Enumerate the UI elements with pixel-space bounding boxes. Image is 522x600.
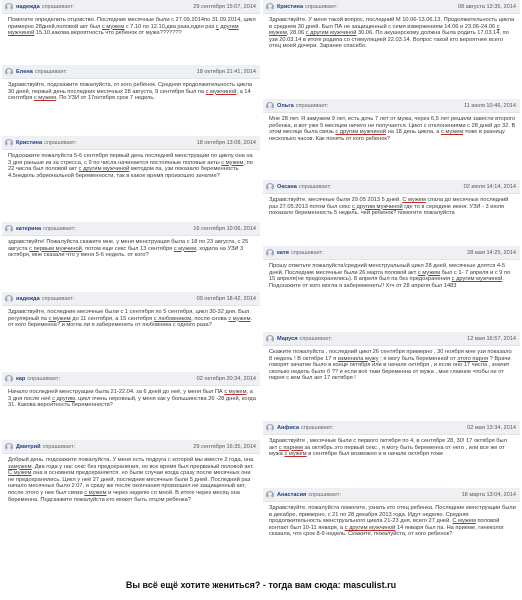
asks-label: спрашивает: (44, 140, 77, 146)
avatar-icon (266, 424, 274, 432)
text-segment: Здравствуйте, подскажите пожалуйста, от кого ребёнок. Средняя продолжительность цикла 30 дней, первый день последних месячных 28 августа, 9 сентября был па (8, 82, 253, 95)
question-post (263, 180, 520, 240)
text-segment: ; я могу быть беременной от (378, 355, 458, 362)
asks-label: спрашивает: (41, 4, 75, 10)
avatar-icon (5, 295, 13, 303)
text-segment: где то в середине июня. УЗИ - 3 июля показало беременность 5 недель. чей ребенок? помогите пожалуйста (269, 203, 505, 217)
asks-label: спрашивает: (295, 103, 329, 109)
post-header (263, 332, 520, 346)
text-segment: здравствуйте! Пожалуйста скажите мне, у меня менструация была с 18 по 23 августа, с 25 августа (8, 239, 249, 252)
post-header (263, 246, 520, 260)
author-name-link[interactable]: Маруся (277, 336, 298, 342)
highlighted-phrase: изменила мужу (337, 355, 379, 362)
post-header (263, 488, 520, 502)
highlighted-phrase: с мужем (84, 489, 107, 496)
text-segment: . Подскажите от кого могла я забеременеть!! Хгч от 28 апреля был 1483 (269, 276, 504, 289)
asks-label: спрашивает: (301, 425, 334, 431)
text-segment: , 28.06 (286, 30, 306, 37)
author-name-link[interactable]: Елена (16, 69, 33, 75)
highlighted-phrase: с мужем (173, 245, 197, 252)
text-segment: в сентябре был возможно и в начале октября тоже (306, 451, 444, 458)
text-segment: тоже в разницу несколько часов. Как понять от кого ребенок? (269, 129, 505, 142)
text-segment: Добрый день. подскажите пожалуйста. У меня есть подруга с которой мы вместе 2 года, она (8, 457, 254, 463)
post-date: 02 мая 13:34, 2014 (467, 425, 516, 431)
post-text (8, 389, 256, 409)
asks-label: спрашивает: (290, 250, 324, 256)
text-segment: , потом еще секс был 13 сентября (81, 245, 174, 252)
author-name-link[interactable]: катерина (16, 226, 42, 232)
highlighted-phrase: с другим мужчиной (344, 524, 396, 531)
author-name-link[interactable]: Ольга (277, 103, 294, 109)
text-segment: Начало последней менструации была 21-22.04. за 6 дней до неё, у меня был ПА (8, 389, 225, 395)
text-segment: 30.06. По акушерскому должна была родить 17.03.14, по узи 20.03.14 в итоге родила со стимуляцией 22.03.14. Вопрос такой кто вероятнее всего отец моей дочери. Заранее спасибо. (269, 30, 509, 50)
author-name-link[interactable]: Кристина (277, 4, 304, 10)
post-text (8, 239, 256, 259)
post-date: 11 июля 10:46, 2014 (464, 103, 516, 109)
asks-label: спрашивает: (42, 444, 76, 450)
question-post (263, 488, 520, 574)
highlighted-phrase: с другим мужчиной (78, 166, 130, 173)
question-post (2, 222, 260, 288)
post-text (269, 263, 516, 289)
highlighted-phrase: с мужем (440, 129, 464, 136)
highlighted-phrase: с первым мужчиной (29, 245, 82, 252)
post-text (8, 153, 256, 179)
asks-label: спрашивает: (298, 184, 332, 190)
post-date: 02 июля 14:14, 2014 (463, 184, 516, 190)
post-date: 18 октября 13:08, 2014 (196, 140, 256, 146)
author-name-link[interactable]: катя (277, 250, 289, 256)
text-segment: и через неделю со мной. В итоге через месяц она беременна. Подскажите пожалуйста кто может быть отцом ребенка? (8, 489, 240, 503)
post-text (8, 457, 256, 503)
post-header (263, 421, 520, 435)
highlighted-phrase: с мужем (48, 315, 71, 322)
avatar-icon (5, 443, 13, 451)
question-post (2, 65, 260, 135)
text-segment: , ходила на УЗИ 3 октября, мне сказали что у меня 5-6 недель. от кого? (8, 245, 244, 259)
post-text (269, 349, 516, 382)
highlighted-phrase: замужем (8, 463, 32, 470)
text-segment: Здравствуйте. месячные были 29.05 2013 5 дней. (269, 197, 403, 203)
text-segment: Здравствуйте , месячные были с первого октября по 4, в сентябре 28, 30! 17 октября был акт (269, 438, 507, 451)
asks-label: спрашивает: (27, 376, 61, 382)
question-post (2, 0, 260, 58)
author-name-link[interactable]: Кристина (16, 140, 43, 146)
avatar-icon (266, 3, 274, 11)
post-header (2, 372, 260, 386)
question-post (263, 421, 520, 483)
post-header (263, 99, 520, 113)
highlighted-phrase: с мужем (269, 23, 500, 37)
avatar-icon (266, 491, 274, 499)
author-name-link[interactable]: Анастасия (277, 492, 307, 498)
asks-label: спрашивает: (305, 4, 338, 10)
question-post (2, 372, 260, 438)
highlighted-phrase: С мужем (8, 470, 32, 477)
post-header (263, 0, 520, 14)
highlighted-phrase: С мужем (452, 518, 476, 525)
text-segment: Прошу ответьте пожалуйста!средний менструальный цикл 28 дней, месячные длятся 4-5 дней. Последние месячные были 26 марта половой акт (269, 263, 506, 276)
text-segment: до 11 сентября, а 15 сентября (70, 315, 154, 322)
author-name-link[interactable]: Анфиса (277, 425, 300, 431)
text-segment: Скажите пожалуйста , последний цикл 26 сентября примерно , 30 ноября мне узи показало 8 недель ! В октябре 17 я (269, 349, 512, 362)
asks-label: спрашивает: (41, 296, 75, 302)
post-header (2, 292, 260, 306)
question-post (2, 440, 260, 570)
text-segment: Здравствуйте. У меня такой вопрос, последний М 10.06-13.06.13. Продолжительность цикла в среднем 30 дней. Был ПА не защищенный с семя извержением 14.06 и 23.06-24.06 (269, 17, 515, 30)
post-text (269, 505, 516, 538)
text-segment: , по 22 числа был половой акт (8, 159, 253, 173)
post-text (269, 438, 516, 458)
question-post (263, 99, 520, 171)
post-header (2, 440, 260, 454)
avatar-icon (266, 183, 274, 191)
post-text (8, 17, 256, 37)
post-date: 16 сентября 10:06, 2014 (193, 226, 256, 232)
highlighted-phrase: с другим мужчиной (335, 129, 387, 136)
author-name-link[interactable]: кар (16, 376, 26, 382)
text-segment: с 7.10 по 12.10,два раза,один раз (124, 23, 216, 30)
highlighted-phrase: с мужем (224, 389, 247, 395)
post-date: 28 мая 14:25, 2014 (467, 250, 516, 256)
avatar-icon (266, 335, 274, 343)
post-text (269, 197, 516, 217)
post-date: 02 октября 20:34, 2014 (196, 376, 256, 382)
post-text (8, 309, 256, 329)
text-segment: . По УЗИ от 17октября срок 7 недель. (56, 95, 155, 102)
post-date: 29 сентября 16:35, 2014 (193, 444, 256, 450)
avatar-icon (5, 375, 13, 383)
text-segment: Подскажите пожалуйста 5-6 сентября первый день последней менструации по циклу она на 3 дня раньше из за стресса, с 9 по числа начинается постоянные половые акты (8, 153, 253, 166)
post-date: 18 октября 21:41, 2014 (196, 69, 256, 75)
highlighted-phrase: с другим мужчиной (451, 276, 503, 283)
text-segment: . цикл очень неровный, у меня как у большинства 26 -28 дней, когда 31. Какова вероятность беременности? (8, 395, 256, 409)
text-segment: был с 1- 7 апреля и с 9 по 15 апреля(не предохранялись). 8 апреля был па без предохранения (269, 269, 511, 283)
post-date: 18 марта 13:04, 2014 (461, 492, 516, 498)
highlighted-phrase: с любовником (153, 315, 192, 322)
text-segment: , а 14 сентября (8, 88, 251, 102)
post-header (2, 65, 260, 79)
text-segment: . Два года у нас секс без предохранения, но все время был прерваный половой акт. (31, 463, 254, 470)
author-name-link[interactable]: Оксана (277, 184, 297, 190)
text-segment: , после снова (191, 315, 229, 322)
question-post (2, 292, 260, 362)
footer-banner: Вы всё ещё хотите жениться? - тогда вам сюда: masculist.ru (125, 580, 397, 590)
post-header (2, 0, 260, 14)
author-name-link[interactable]: надежда (16, 296, 40, 302)
highlighted-phrase: с другим (52, 395, 75, 402)
highlighted-phrase: с мужем (284, 451, 307, 458)
post-date: 12 мая 16:57, 2014 (467, 336, 516, 342)
highlighted-phrase: с другим мужчиной (305, 30, 357, 37)
post-text (8, 82, 256, 102)
highlighted-phrase: С мужем (402, 197, 426, 203)
highlighted-phrase: с мужем (101, 23, 125, 30)
post-header (2, 136, 260, 150)
highlighted-phrase: с другим мужчиной (8, 23, 239, 37)
post-text (269, 17, 516, 50)
highlighted-phrase: с мужем (228, 315, 251, 322)
text-segment: методом па, узи показало беременность 4.5недель эбриональной беременности, так в какое время произошло зачатие? (8, 166, 239, 179)
avatar-icon (266, 249, 274, 257)
post-text (269, 116, 516, 142)
text-segment: . от кого беременна? и могла ли я забеременеть от любовника с одного раза? (8, 315, 253, 329)
text-segment: Здравствуйте, пожалуйста помогите, узнать кто отец ребенка. Последние менструации были в декабре, примерно, с 21 по 28 декабря 2013 года. Идут неделю. Средняя продолжительность менструального цикла 21-23 дня, всего 27 дней. (269, 505, 516, 525)
asks-label: спрашивает: (34, 69, 68, 75)
text-segment: , а 3 дня после неё (8, 389, 253, 402)
post-date: 29 сентября 15:07, 2014 (193, 4, 256, 10)
avatar-icon (5, 225, 13, 233)
post-header (2, 222, 260, 236)
asks-label: спрашивает: (43, 226, 76, 232)
asks-label: спрашивает: (299, 336, 333, 342)
text-segment: она в основном предохраняется. но были случаи когда сразу после месячных они не предохранялись. Цикл у неё 27 дней, последние месячные были 5 дней. Последний раз начало месячных было 2.07, и сразу же после окончания произошел не защищенный акт, после этого у нее был связи (8, 470, 251, 496)
question-post (263, 0, 520, 95)
post-date: 09 октября 18:42, 2014 (196, 296, 256, 302)
text-segment: спала до месячных последний раз 27.05.2013 потом был секс (269, 197, 509, 210)
highlighted-phrase: с другим мужчиной (352, 203, 403, 210)
asks-label: спрашивает: (308, 492, 342, 498)
avatar-icon (5, 3, 13, 11)
highlighted-phrase: с мужчиной (205, 88, 237, 95)
highlighted-phrase: с парнем (278, 444, 303, 451)
highlighted-phrase: с мужем (417, 269, 441, 276)
post-date: 08 августа 13:35, 2014 (457, 4, 516, 10)
text-segment: на 18 день цикла, а (386, 129, 441, 136)
text-segment: половой контакт был 10-11 января, а (269, 518, 500, 531)
text-segment: 14 января был па. На приеме, гинеколог сказала, что срок 8-9 недель. Скажите, пожалуйста, от кого ребенок? (269, 524, 505, 538)
highlighted-phrase: этого парня (457, 355, 489, 362)
author-name-link[interactable]: надежда (16, 4, 40, 10)
text-segment: Здравствуйте, последние месячные были с 1 сентября по 5 сентября, цикл 30-32 дня. Был регулярный па (8, 309, 250, 322)
text-segment: за октябрь это первый секс , я могу быть беременна от него , или все же от мужа (269, 444, 505, 458)
highlighted-phrase: с мужем (33, 95, 57, 102)
text-segment: Помогите определить отцовство. Последние месячные были с 27.09.2014по 31.09.2014, цикл примерно 28дней,половой акт был (8, 17, 256, 30)
text-segment: Мне 28 лет. Я замужем 9 лет, есть дочь 7 лет от мужа, через 6,5 лет решили завести второго ребенка, и вот уже 5 месяцев ничего не получается. Цикл с отклонениями с 28 дней до 32. В этом месяце была связь (269, 116, 516, 136)
author-name-link[interactable]: Дмитрий (16, 444, 41, 450)
avatar-icon (5, 139, 13, 147)
text-segment: 15.10,какова вероятность что ребенок от мужа??????? (34, 30, 182, 37)
question-post (263, 246, 520, 326)
question-post (263, 332, 520, 416)
avatar-icon (266, 102, 274, 110)
avatar-icon (5, 68, 13, 76)
question-post (2, 136, 260, 216)
highlighted-phrase: с мужем (221, 159, 244, 166)
post-header (263, 180, 520, 194)
text-segment: ? Врачи говорят зачатие было в конце октября или в начале октября , и если оно 17 числа , значит сколько недель было б ?? и если всё таки беременна от мужа , мне главное чтобы не от парня с кем был акт 17 октября ! (269, 355, 511, 382)
